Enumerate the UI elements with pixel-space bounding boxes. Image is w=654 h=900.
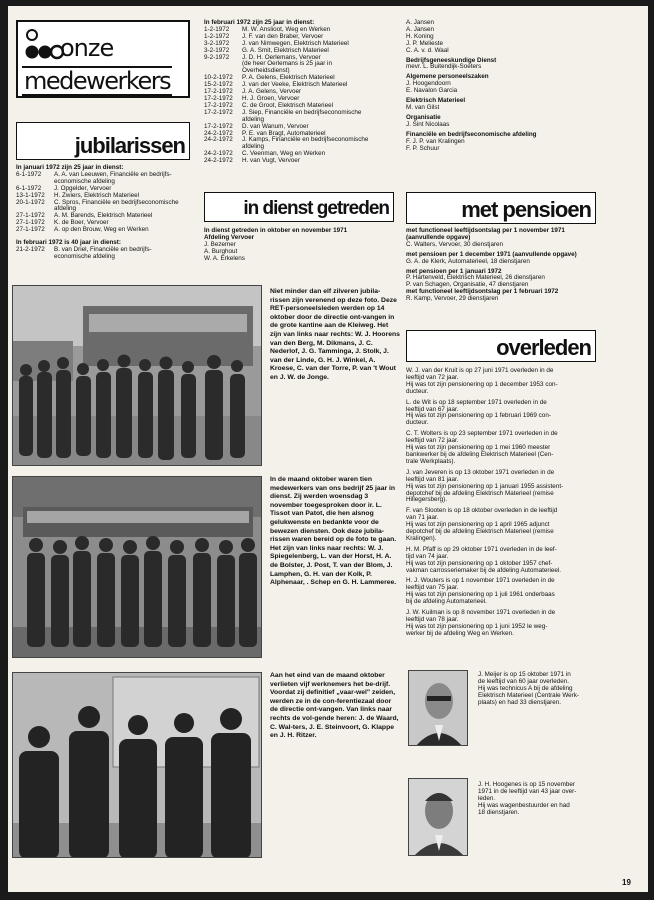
obituary-list — [406, 368, 642, 642]
obituary-line: Hij was tot zijn pensionering op 1 februari 1969 con- — [406, 412, 551, 420]
jubilee-date: 17-2-1972 — [204, 108, 233, 116]
obituary-entry — [406, 508, 642, 543]
col3-top — [406, 20, 642, 152]
portrait-obit-line: 1971 in de leeftijd van 43 jaar over- — [478, 787, 577, 795]
jubilee-date: 6-1-1972 — [16, 170, 42, 178]
obituary-line: J. W. Kuilman is op 8 november 1971 overleden in de — [406, 609, 556, 617]
jubilee-entry — [16, 227, 202, 234]
section-jubilarissen — [16, 122, 190, 160]
obituary-line: depotchef bij de afdeling Elektrisch Materieel (remise — [406, 489, 554, 497]
jubilee-date — [16, 254, 54, 261]
jubilee-date: 10-2-1972 — [204, 74, 233, 82]
rings-logo-icon — [24, 26, 64, 62]
obituary-line: Hij was tot zijn pensionering op 1 april 1965 adjunct — [406, 521, 550, 529]
jubilee-name: P. E. van Bragt, Automaterieel — [242, 129, 326, 137]
group-photo-1 — [12, 285, 262, 466]
jubilee-name: A. op den Brouw, Weg en Werken — [54, 226, 149, 234]
obituary-line: J. van Jeveren is op 13 oktober 1971 overleden in de — [406, 468, 555, 476]
list-heading: met functioneel leeftijdsontslag per 1 november 1971 — [406, 227, 565, 234]
obituary-line: L. de Wit is op 18 september 1971 overleden in de — [406, 398, 547, 406]
jubilee-date — [204, 61, 242, 68]
logo-line2: medewerkers — [24, 67, 171, 95]
section-title-overleden: overleden — [496, 335, 591, 360]
jubilee-name: G. A. Smit, Elektrisch Materieel — [242, 46, 329, 54]
obituary-line: leeftijd van 72 jaar. — [406, 373, 459, 381]
list-item: J. Bezemer — [204, 240, 236, 248]
list-item: A. Jansen — [406, 25, 435, 33]
jubilee-date: 1-2-1972 — [204, 32, 230, 40]
jubilee-name: J. A. Gelens, Vervoer — [242, 88, 302, 96]
portrait-obit-line: de leeftijd van 60 jaar overleden. — [478, 677, 570, 685]
jubilee-date: 17-2-1972 — [204, 94, 233, 102]
list-heading: Financiële en bedrijfseconomische afdeling — [406, 130, 537, 138]
obituary-line: vakman carrosseriemaker bij de afdeling Automaterieel. — [406, 566, 562, 574]
obituary-line: Hij was tot zijn pensionering op 1 mei 1960 meester — [406, 444, 551, 452]
jubilee-name: afdeling — [242, 143, 265, 151]
jubilee-date: 13-1-1972 — [16, 191, 45, 199]
obituary-line: H. M. Pfaff is op 29 oktober 1971 overleden in de leef- — [406, 545, 557, 553]
jubilee-name: C. de Groot, Elektrisch Materieel — [242, 101, 333, 109]
section-pensioen — [406, 192, 596, 224]
jubilee-name: economische afdeling — [54, 177, 115, 185]
jubilee-entry — [204, 151, 404, 158]
list-heading: Bedrijfsgeneeskundige Dienst — [406, 56, 497, 64]
list-item: F. J. P. van Kralingen — [406, 137, 465, 145]
obituary-line: ducteur. — [406, 419, 429, 427]
jubilee-name: B. van Driel, Financiële en bedrijfs- — [54, 245, 152, 253]
jubilee-date: 24-2-1972 — [204, 150, 233, 158]
in-dienst-list — [204, 228, 404, 263]
jubilee-entry — [16, 200, 202, 207]
obituary-entry — [406, 610, 642, 638]
jub25-jan-list — [16, 172, 202, 234]
list-heading: Algemene personeelszaken — [406, 73, 489, 81]
caption-photo-1: Niet minder dan elf zilveren jubila-rissen zijn verenend op deze foto. Deze RET-personeelsleden werden op 14 oktober door de directie ont-vangen in de grote kantine aan de Kleiweg. Het zijn van links naar rechts: W. J. Hoorens van den Berg, M. Dikmans, J. C. Nederlof, J. G. Tamminga, J. Stolk, J. van der Linde, G. H. J. Winkel, A. Kroese, C. van der Torre, P. van 't Wout en J. W. de Jonge. — [270, 288, 400, 381]
list-item: P. Hartenveld, Elektrisch Materieel, 26 dienstjaren — [406, 274, 545, 282]
list-item: J. P. Melieste — [406, 39, 443, 47]
jubilee-entry — [204, 89, 404, 96]
obituary-line: Hillegersberg). — [406, 496, 447, 504]
jub25-feb-list — [204, 27, 404, 165]
list-item: A. Jansen — [406, 19, 435, 26]
jubilee-date: 20-1-1972 — [16, 198, 45, 206]
obituary-line: Kralingen). — [406, 534, 437, 542]
obituary-line: werker bij de afdeling Weg en Werken. — [406, 629, 514, 637]
portrait-obit-line: J. Meijer is op 15 oktober 1971 in — [478, 671, 571, 678]
portrait-obit-meijer — [478, 672, 648, 707]
obituary-entry — [406, 470, 642, 505]
jub25-jan-heading: In januari 1972 zijn 25 jaar in dienst: — [16, 164, 124, 171]
portrait-photo-hoogenes — [408, 778, 468, 856]
section-title-pensioen: met pensioen — [461, 197, 591, 222]
jubilee-name: P. A. Gelens, Elektrisch Materieel — [242, 74, 335, 82]
obituary-entry — [406, 400, 642, 428]
jubilee-date: 17-2-1972 — [204, 101, 233, 109]
section-title-in-dienst: in dienst getreden — [243, 198, 389, 219]
obituary-line: bankwerker bij de afdeling Elektrisch Materieel (Cen- — [406, 450, 554, 458]
jubilee-entry — [204, 61, 404, 68]
jubilee-name: J. Siep, Financiële en bedrijfseconomische — [242, 108, 362, 116]
obituary-line: Hij was tot zijn pensionering op 1 juli 1961 onderbaas — [406, 591, 555, 599]
jubilee-name: J. D. H. Oerlemans, Vervoer — [242, 53, 321, 61]
list-item: H. Koning — [406, 32, 434, 40]
jubilee-date: 17-2-1972 — [204, 88, 233, 96]
jubilee-date: 3-2-1972 — [204, 46, 230, 54]
obituary-line: F. van Slooten is op 18 oktober overleden in de leeftijd — [406, 507, 558, 515]
page-number: 19 — [622, 878, 631, 887]
list-heading: met functioneel leeftijdsontslag per 1 februari 1972 — [406, 288, 559, 296]
list-item: J. Hoogendoorn — [406, 80, 451, 88]
obituary-line: leeftijd van 67 jaar. — [406, 405, 459, 413]
obituary-line: Hij was tot zijn pensionering op 1 oktober 1957 chef- — [406, 559, 553, 567]
jubilee-entry — [204, 137, 404, 144]
list-item: F. P. Schuur — [406, 144, 440, 152]
list-item: M. van Gilst — [406, 103, 440, 111]
portrait-obit-line: leden. — [478, 794, 496, 802]
obituary-line: H. J. Wouters is op 1 november 1971 overleden in de — [406, 577, 555, 585]
jub40-feb-heading: In februari 1972 is 40 jaar in dienst: — [16, 239, 121, 247]
jubilee-name: A. A. van Leeuwen, Financiële en bedrijfs- — [54, 170, 172, 178]
jubilee-name: (de heer Oerlemans is 25 jaar in — [242, 60, 332, 68]
obituary-line: Hij was tot zijn pensionering op 1 december 1953 con- — [406, 380, 558, 388]
jubilee-name: H. J. Groen, Vervoer — [242, 94, 300, 102]
list-heading: (aanvullende opgave) — [406, 233, 471, 241]
obituary-line: leeftijd van 72 jaar. — [406, 437, 459, 445]
jubilee-entry — [204, 82, 404, 89]
obituary-line: ducteur. — [406, 387, 429, 395]
obituary-line: leeftijd van 81 jaar. — [406, 475, 459, 483]
jubilee-name: C. Veenman, Weg en Werken — [242, 150, 326, 158]
portrait-obit-line: Elektrisch Materieel (Centrale Werk- — [478, 691, 580, 699]
obituary-line: depotchef bij de afdeling Elektrisch Materieel (remise — [406, 528, 554, 536]
list-heading: Elektrisch Materieel — [406, 97, 466, 105]
list-item: C. Walters, Vervoer, 30 dienstjaren — [406, 240, 504, 248]
jubilee-name: H. Zwiers, Elektrisch Materieel — [54, 191, 140, 199]
obituary-line: bij de afdeling Automaterieel. — [406, 598, 487, 606]
jubilee-date: 24-2-1972 — [204, 157, 233, 165]
jubilee-name: J. van der Veeke, Elektrisch Materieel — [242, 81, 348, 89]
list-item: C. A. v. d. Waal — [406, 46, 449, 54]
jubilee-entry — [204, 110, 404, 117]
pensioen-list — [406, 228, 642, 303]
jubilee-date: 24-2-1972 — [204, 129, 233, 137]
list-heading: In dienst getreden in oktober en november 1971 — [204, 227, 348, 234]
list-item: J. Sint Nicolaas — [406, 120, 450, 128]
list-heading: met pensioen per 1 januari 1972 — [406, 267, 502, 275]
obituary-line: leeftijd van 78 jaar. — [406, 616, 459, 623]
logo-line1: onze — [60, 34, 114, 62]
section-overleden — [406, 330, 596, 362]
jubilee-date: 15-2-1972 — [204, 81, 233, 89]
portrait-photo-meijer — [408, 670, 468, 746]
jubilee-name: economische afdeling — [54, 252, 115, 260]
jubilee-date: 6-1-1972 — [16, 184, 42, 192]
jub25-feb-heading: In februari 1972 zijn 25 jaar in dienst: — [204, 19, 315, 26]
jubilee-date: 17-2-1972 — [204, 122, 233, 130]
section-in-dienst — [204, 192, 394, 222]
portrait-obit-line: plaats) en had 33 dienstjaren. — [478, 698, 561, 706]
obituary-entry — [406, 578, 642, 606]
jubilee-name: J. van Nimwegen, Elektrisch Materieel — [242, 39, 349, 47]
obituary-line: W. J. van der Kruit is op 27 juni 1971 overleden in de — [406, 367, 554, 374]
jubilee-date: 21-2-1972 — [16, 245, 45, 253]
jubilee-date: 9-2-1972 — [204, 53, 230, 61]
group-photo-2 — [12, 476, 262, 658]
portrait-obit-line: Hij was technicus A bij de afdeling — [478, 684, 573, 692]
portrait-obit-hoogenes — [478, 782, 648, 817]
jubilee-date: 24-2-1972 — [204, 136, 233, 144]
list-heading: met pensioen per 1 december 1971 (aanvullende opgave) — [406, 250, 577, 258]
list-item: R. Kamp, Vervoer, 29 dienstjaren — [406, 295, 499, 303]
jubilee-name: D. van Wanum, Vervoer — [242, 122, 309, 130]
jubilee-name: H. van Vugt, Vervoer — [242, 157, 300, 165]
jubilee-name: K. de Boer, Vervoer — [54, 219, 109, 227]
jubilee-name: afdeling — [242, 115, 265, 123]
jubilee-name: J. Opgelder, Vervoer — [54, 184, 112, 192]
portrait-obit-line: J. H. Hoogenes is op 15 november — [478, 781, 575, 788]
jubilee-entry — [204, 158, 404, 165]
jubilee-name: J. Kamps, Financiële en bedrijfseconomische — [242, 136, 369, 144]
jub40-feb-list — [16, 247, 202, 261]
list-item: W. A. Erkelens — [204, 254, 245, 262]
obituary-line: leeftijd van 75 jaar. — [406, 584, 459, 592]
jubilee-date: 27-1-1972 — [16, 219, 45, 227]
obituary-line: van 71 jaar. — [406, 514, 439, 522]
jub-col2 — [204, 20, 404, 165]
obituary-line: C. T. Wolters is op 23 september 1971 overleden in de — [406, 430, 558, 438]
jubilee-name: M. W. Anslioot, Weg en Werken — [242, 25, 331, 33]
section-title-jubilarissen: jubilarissen — [74, 133, 185, 158]
jubilee-date: 1-2-1972 — [204, 25, 230, 33]
jubilee-date: 27-1-1972 — [16, 226, 45, 234]
list-item: A. Burghout — [204, 247, 238, 255]
caption-photo-2: In de maand oktober waren tien medewerkers van ons bedrijf 25 jaar in dienst. Zij werden woensdag 3 november toegesproken door ir. L. Tissot van Patot, die hen alsnog gelukwenste en bedankte voor de bewezen diensten. Ook deze jubila-rissen waren bereid op de foto te gaan. Het zijn van links naar rechts: W. J. Spiegelenberg, L. van der Horst, H. A. de Bolster, J. Post, T. van der Blom, J. Lamphen, G. H. van der Kolk, P. Alphenaar, . Schep en G. H. Lammeree. — [270, 476, 397, 587]
list-item: G. A. de Klerk, Automaterieel, 18 dienstjaren — [406, 257, 530, 265]
list-item: P. van Schagen, Organisatie, 47 dienstjaren — [406, 281, 529, 289]
magazine-page — [8, 6, 648, 892]
obituary-line: Hij was tot zijn pensionering op 1 juni 1952 le weg- — [406, 622, 548, 630]
jubilee-name: C. Spros, Financiële en bedrijfseconomische — [54, 198, 179, 206]
jubilee-entry — [16, 254, 202, 261]
jubilee-date: 3-2-1972 — [204, 39, 230, 47]
group-photo-3 — [12, 672, 262, 858]
obituary-line: trale Werkplaats). — [406, 457, 456, 465]
list-item: mevr. L. Buitendijk-Soeters — [406, 63, 482, 71]
jubilee-name: A. M. Barends, Elektrisch Materieel — [54, 212, 153, 220]
jubilee-name: afdeling — [54, 205, 77, 213]
logo-block — [16, 20, 190, 98]
list-heading: Organisatie — [406, 113, 441, 121]
portrait-obit-line: Hij was wagenbestuurder en had — [478, 801, 570, 809]
caption-photo-3: Aan het eind van de maand oktober verlieten vijf werknemers het be-drijf. Voordat zij definitief „vaar-wel" zeiden, werden ze in de con-ferentiezaal door de directie ont-vangen. Van links naar rechts de vol-gende heren: J. de Waard, C. Wal-ters, J. E. Steinvoort, G. Klappe en J. H. Ritzer. — [270, 672, 399, 740]
portrait-obit-line: 18 dienstjaren. — [478, 808, 520, 816]
jubilee-name: Overheidsdienst) — [242, 67, 290, 75]
list-heading: Afdeling Vervoer — [204, 233, 255, 241]
obituary-entry — [406, 431, 642, 466]
obituary-entry — [406, 547, 642, 575]
jubilee-name: J. F. van den Braber, Vervoer — [242, 32, 324, 40]
list-item: E. Navalon Garcia — [406, 87, 458, 95]
jub-col1 — [16, 165, 202, 261]
obituary-entry — [406, 368, 642, 396]
jubilee-date: 27-1-1972 — [16, 212, 45, 220]
obituary-line: Hij was tot zijn pensionering op 1 januari 1955 assistent- — [406, 482, 564, 490]
obituary-line: tijd van 74 jaar. — [406, 552, 449, 560]
